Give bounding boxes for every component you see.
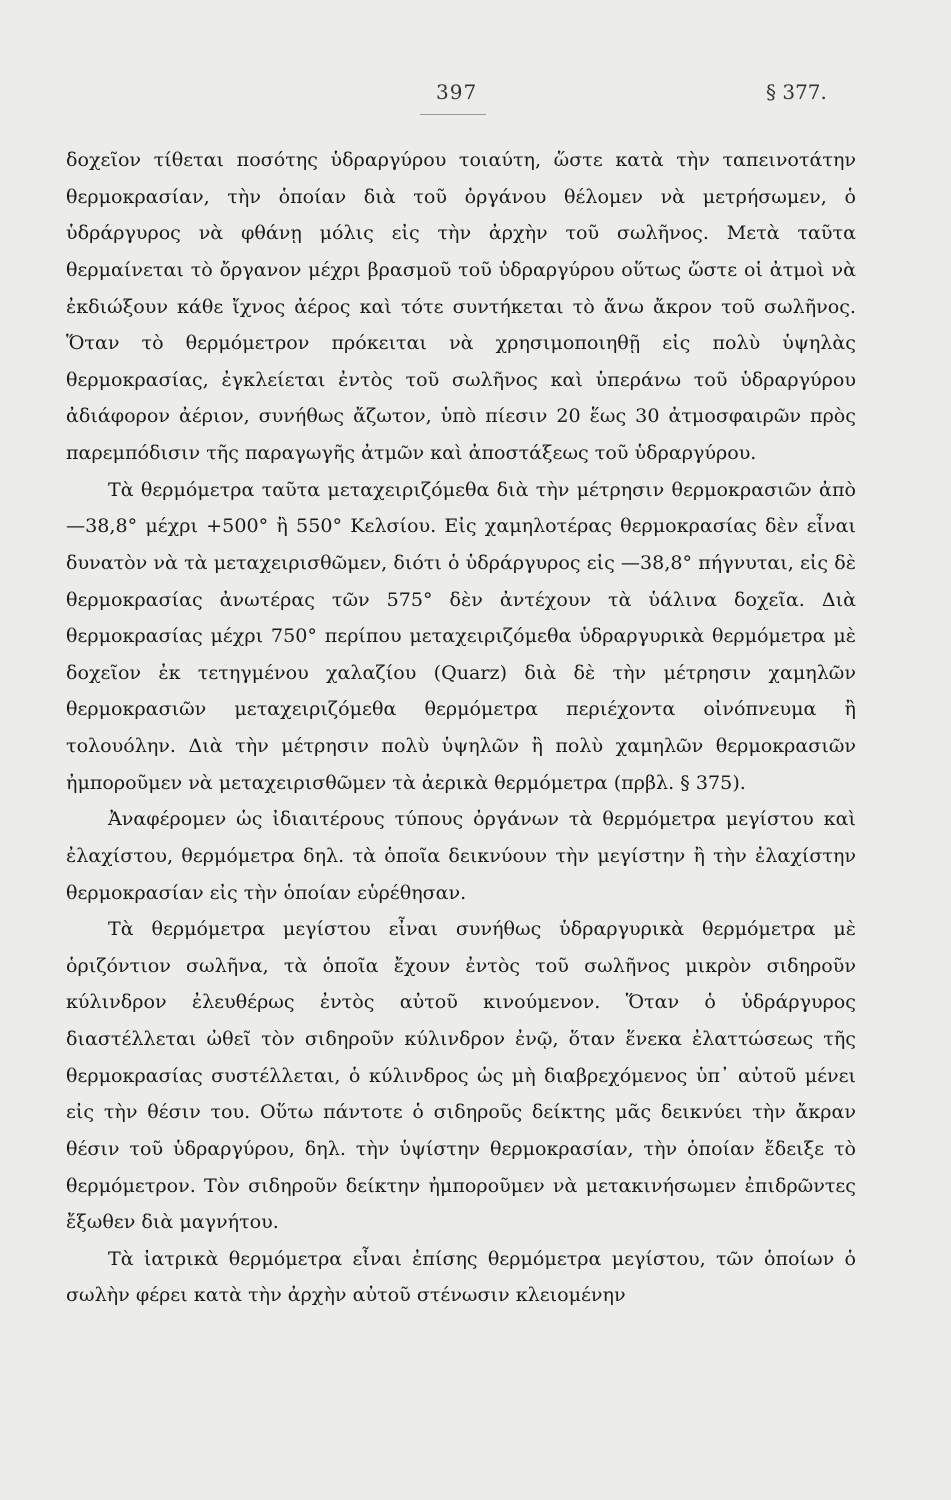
paragraph-medical-thermometers: Τὰ ἰατρικὰ θερμόμετρα εἶναι ἐπίσης θερμόμετρα μεγίστου, τῶν ὁποίων ὁ σωλὴν φέρει κατὰ τὴν ἀρχὴν αὐτοῦ στένωσιν κλειομένην: [66, 1246, 856, 1307]
section-mark: § 377.: [766, 80, 827, 104]
body-text: [66, 142, 856, 1314]
paragraph-thermometer-range: Τὰ θερμόμετρα ταῦτα μεταχειριζόμεθα διὰ τὴν μέτρησιν θερμοκρασιῶν ἀπὸ —38,8° μέχρι +500° ἢ 550° Κελσίου. Εἰς χαμηλοτέρας θερμοκρασίας δὲν εἶναι δυνατὸν νὰ τὰ μεταχειρισθῶμεν, διότι ὁ ὑδράργυρος εἰς —38,8° πήγνυται, εἰς δὲ θερμοκρασίας ἀνωτέρας τῶν 575° δὲν ἀντέχουν τὰ ὑάλινα δοχεῖα. Διὰ θερμοκρασίας μέχρι 750° περίπου μεταχειριζόμεθα ὑδραργυρικὰ θερμόμετρα μὲ δοχεῖον ἐκ τετηγμένου χαλαζίου (Quarz) διὰ δὲ τὴν μέτρησιν χαμηλῶν θερμοκρασιῶν μεταχειριζόμεθα θερμόμετρα περιέχοντα οἰνόπνευμα ἢ τολουόλην. Διὰ τὴν μέτρησιν πολὺ ὑψηλῶν ἢ πολὺ χαμηλῶν θερμοκρασιῶν ἠμποροῦμεν νὰ μεταχειρισθῶμεν τὰ ἀερικὰ θερμόμετρα (πρβλ. § 375).: [66, 477, 856, 794]
paragraph-continuation: δοχεῖον τίθεται ποσότης ὑδραργύρου τοιαύτη, ὥστε κατὰ τὴν ταπεινοτάτην θερμοκρασίαν, τὴν ὁποίαν διὰ τοῦ ὀργάνου θέλομεν νὰ μετρήσωμεν, ὁ ὑδράργυρος νὰ φθάνῃ μόλις εἰς τὴν ἀρχὴν τοῦ σωλῆνος. Μετὰ ταῦτα θερμαίνεται τὸ ὄργανον μέχρι βρασμοῦ τοῦ ὑδραργύρου οὕτως ὥστε οἱ ἀτμοὶ νὰ ἐκδιώξουν κάθε ἴχνος ἀέρος καὶ τότε συντήκεται τὸ ἄνω ἄκρον τοῦ σωλῆνος. Ὅταν τὸ θερμόμετρον πρόκειται νὰ χρησιμοποιηθῇ εἰς πολὺ ὑψηλὰς θερμοκρασίας, ἐγκλείεται ἐντὸς τοῦ σωλῆνος καὶ ὑπεράνω τοῦ ὑδραργύρου ἀδιάφορον ἀέριον, συνήθως ἄζωτον, ὑπὸ πίεσιν 20 ἕως 30 ἀτμοσφαιρῶν πρὸς παρεμπόδισιν τῆς παραγωγῆς ἀτμῶν καὶ ἀποστάξεως τοῦ ὑδραργύρου.: [66, 148, 856, 464]
paragraph-maximum-thermometers: Τὰ θερμόμετρα μεγίστου εἶναι συνήθως ὑδραργυρικὰ θερμόμετρα μὲ ὁριζόντιον σωλῆνα, τὰ ὁποῖα ἔχουν ἐντὸς τοῦ σωλῆνος μικρὸν σιδηροῦν κύλινδρον ἐλευθέρως ἐντὸς αὐτοῦ κινούμενον. Ὅταν ὁ ὑδράργυρος διαστέλλεται ὠθεῖ τὸν σιδηροῦν κύλινδρον ἐνῷ, ὅταν ἕνεκα ἐλαττώσεως τῆς θερμοκρασίας συστέλλεται, ὁ κύλινδρος ὡς μὴ διαβρεχόμενος ὑπ᾿ αὐτοῦ μένει εἰς τὴν θέσιν του. Οὕτω πάντοτε ὁ σιδηροῦς δείκτης μᾶς δεικνύει τὴν ἄκραν θέσιν τοῦ ὑδραργύρου, δηλ. τὴν ὑψίστην θερμοκρασίαν, τὴν ὁποίαν ἔδειξε τὸ θερμόμετρον. Τὸν σιδηροῦν δείκτην ἠμποροῦμεν νὰ μετακινήσωμεν ἐπιδρῶντες ἔξωθεν διὰ μαγνήτου.: [66, 917, 856, 1234]
running-header: [0, 80, 951, 116]
paragraph-max-min-thermometers: Ἀναφέρομεν ὡς ἰδιαιτέρους τύπους ὀργάνων τὰ θερμόμετρα μεγίστου καὶ ἐλαχίστου, θερμόμετρα δηλ. τὰ ὁποῖα δεικνύουν τὴν μεγίστην ἢ τὴν ἐλαχίστην θερμοκρασίαν εἰς τὴν ὁποίαν εὑρέθησαν.: [66, 807, 856, 904]
page-number: 397: [436, 80, 478, 104]
header-rule: [420, 114, 486, 115]
